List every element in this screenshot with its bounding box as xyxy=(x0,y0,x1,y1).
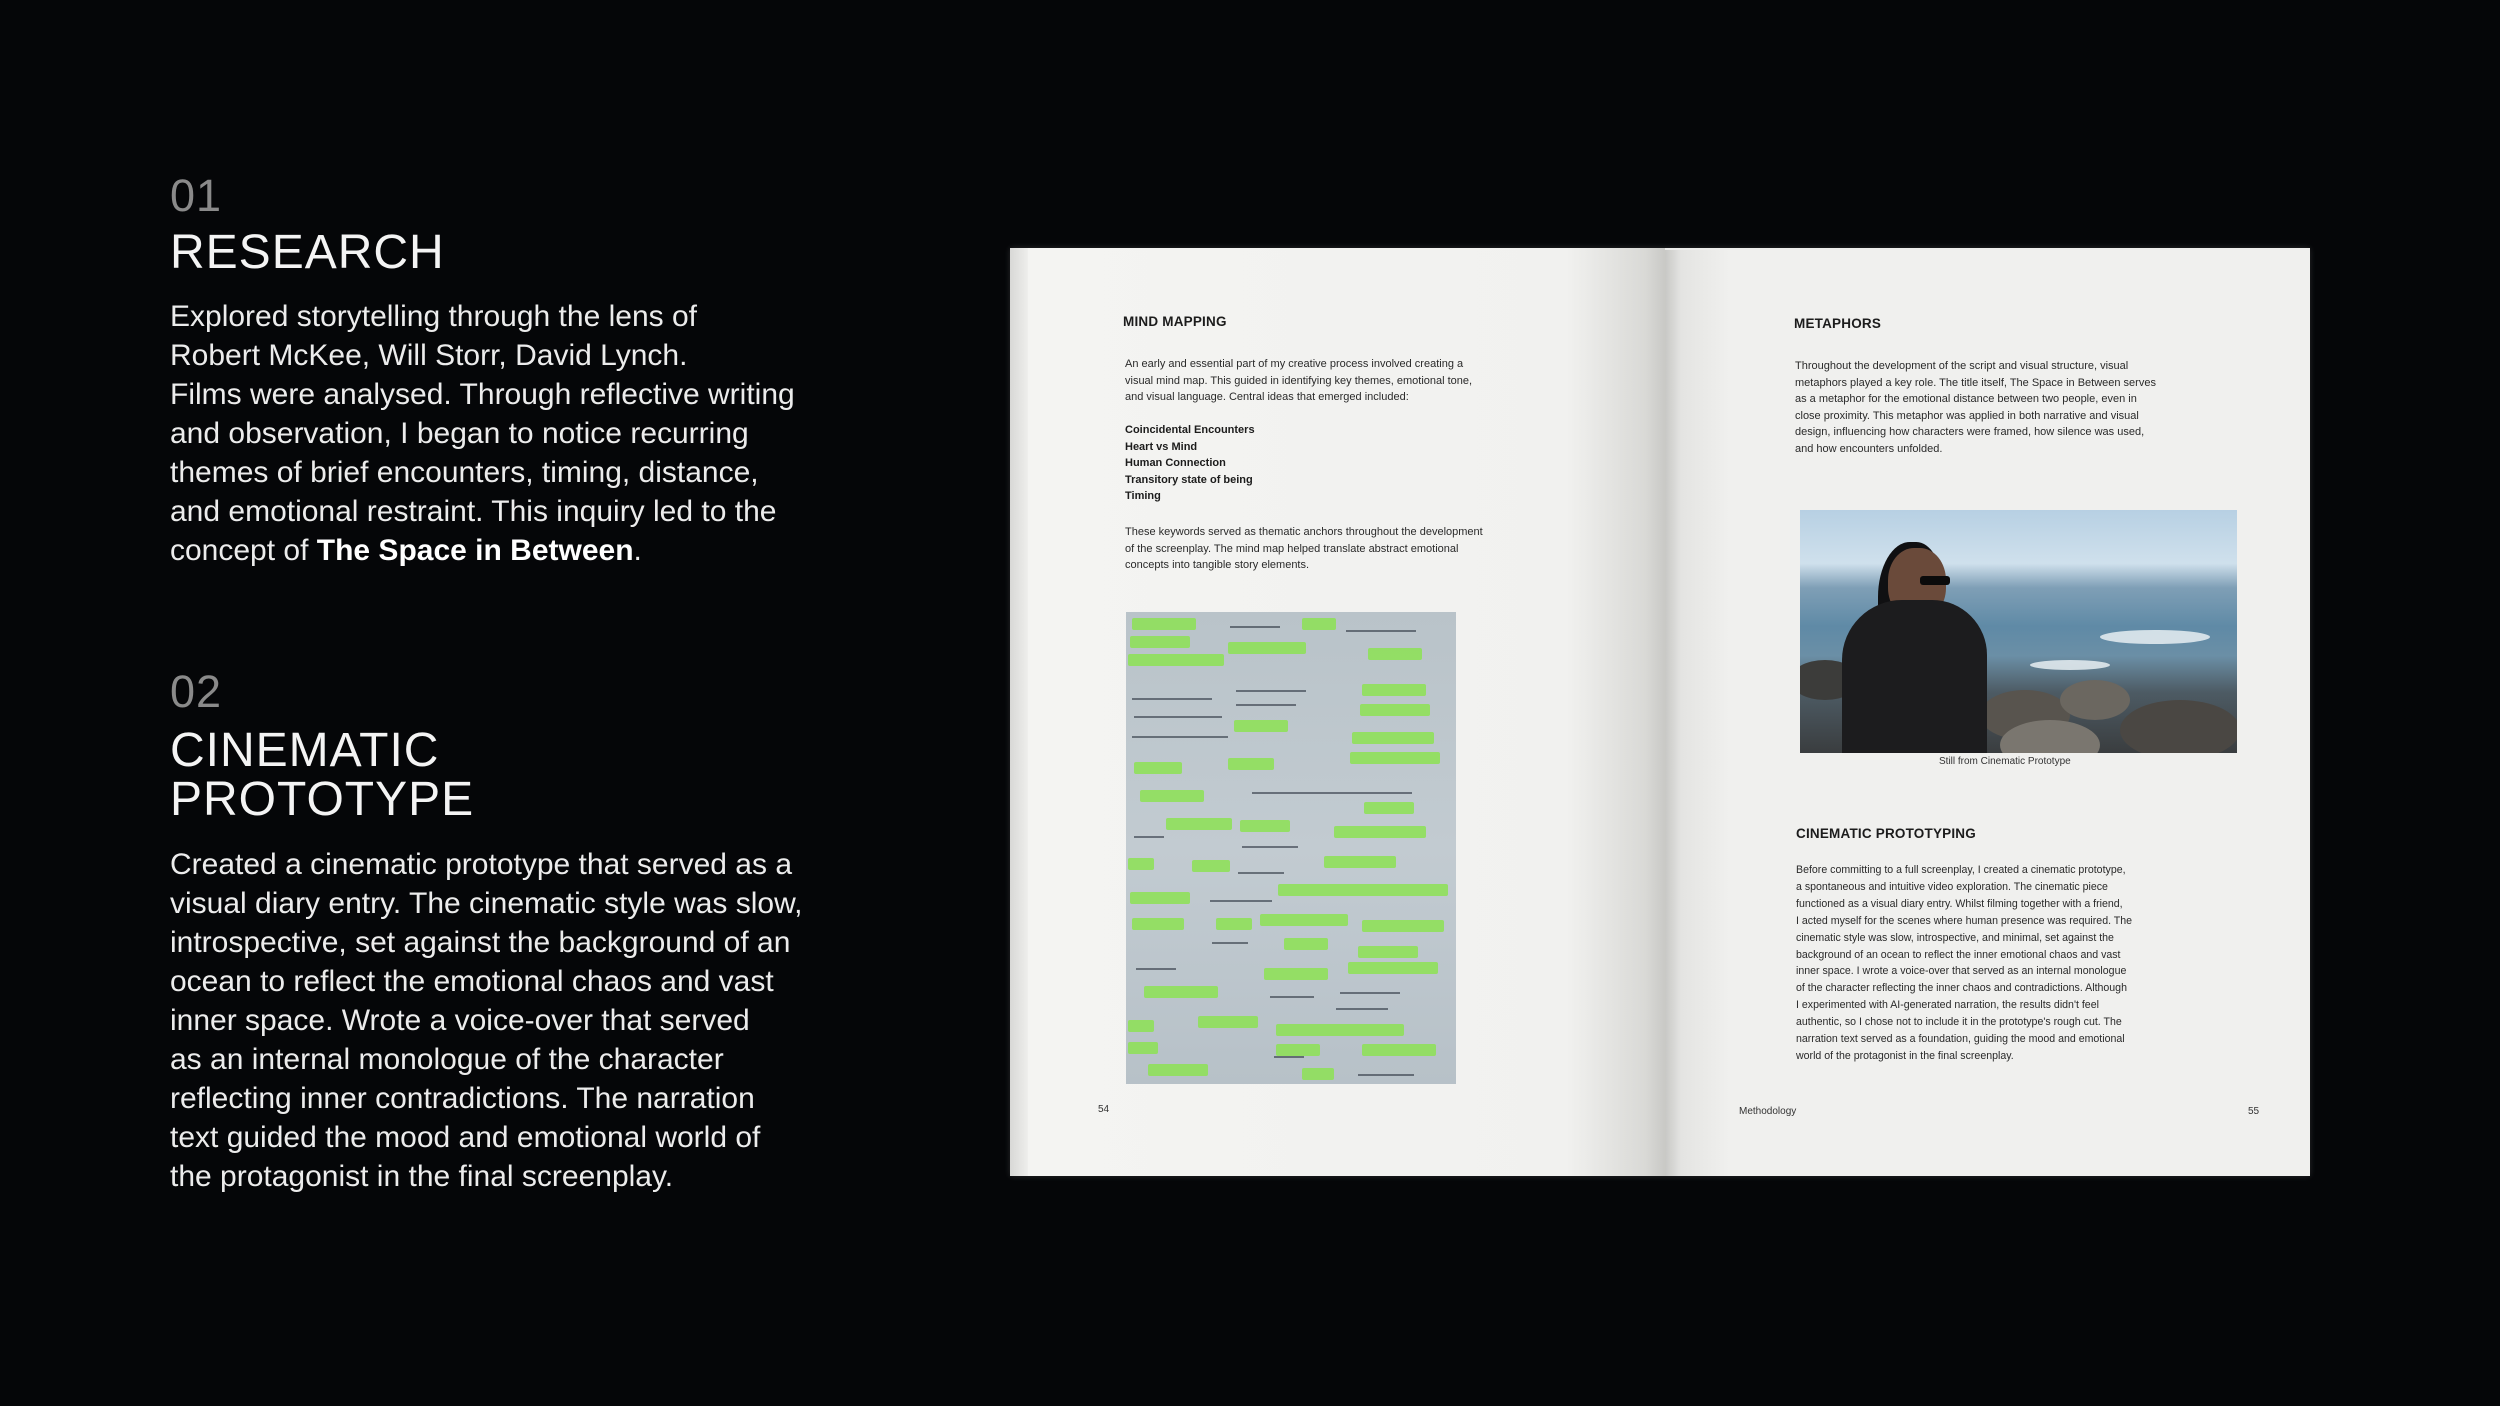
section-number-research: 01 xyxy=(170,170,223,221)
highlight-note xyxy=(1334,826,1426,838)
running-footer: Methodology xyxy=(1739,1106,1797,1117)
highlight-note xyxy=(1362,920,1444,932)
ink-stroke xyxy=(1230,626,1280,628)
mind-map-image xyxy=(1126,612,1456,1084)
body-line: inner space. I wrote a voice-over that served as an internal monologue xyxy=(1796,965,2127,978)
section-number-prototype: 02 xyxy=(170,666,223,717)
section-title-line: CINEMATIC xyxy=(170,724,440,777)
prototype-line: text guided the mood and emotional world of xyxy=(170,1121,761,1154)
highlight-note xyxy=(1284,938,1328,950)
ink-stroke xyxy=(1238,872,1284,874)
mind-mapping-outro xyxy=(1125,524,1483,574)
ink-stroke xyxy=(1252,792,1412,794)
section-title-line: PROTOTYPE xyxy=(170,773,475,826)
keyword-item: Timing xyxy=(1125,490,1161,502)
cinematic-prototyping-title: CINEMATIC PROTOTYPING xyxy=(1796,826,1976,841)
ink-stroke xyxy=(1136,968,1176,970)
highlight-note xyxy=(1234,720,1288,732)
body-line: background of an ocean to reflect the inner emotional chaos and vast xyxy=(1796,948,2121,961)
highlight-note xyxy=(1260,914,1348,926)
photo-caption: Still from Cinematic Prototype xyxy=(1939,756,2071,767)
highlight-note xyxy=(1128,1020,1154,1032)
highlight-note xyxy=(1350,752,1440,764)
ink-stroke xyxy=(1134,836,1164,838)
ink-stroke xyxy=(1132,698,1212,700)
body-line: close proximity. This metaphor was applied in both narrative and visual xyxy=(1795,409,2139,422)
research-line: Explored storytelling through the lens of xyxy=(170,300,697,333)
body-line: metaphors played a key role. The title itself, The Space in Between serves xyxy=(1795,376,2156,389)
keyword-list xyxy=(1125,422,1255,505)
metaphors-paragraph xyxy=(1795,358,2156,457)
highlight-note xyxy=(1302,618,1336,630)
cinematic-prototyping-paragraph xyxy=(1796,862,2132,1065)
ink-stroke xyxy=(1212,942,1248,944)
body-line: An early and essential part of my creative process involved creating a xyxy=(1125,358,1464,370)
highlight-note xyxy=(1130,636,1190,648)
highlight-note xyxy=(1278,884,1448,896)
highlight-note xyxy=(1128,1042,1158,1054)
body-line: world of the protagonist in the final screenplay. xyxy=(1796,1049,2014,1062)
ink-stroke xyxy=(1210,900,1272,902)
highlight-note xyxy=(1134,762,1182,774)
keyword-item: Coincidental Encounters xyxy=(1125,424,1255,436)
body-line: of the character reflecting the inner chaos and contradictions. Although xyxy=(1796,982,2127,995)
ink-stroke xyxy=(1134,716,1222,718)
metaphors-title: METAPHORS xyxy=(1794,316,1882,331)
ink-stroke xyxy=(1274,1056,1304,1058)
body-line: These keywords served as thematic anchors throughout the development xyxy=(1125,526,1483,538)
highlight-note xyxy=(1362,1044,1436,1056)
highlight-note xyxy=(1276,1044,1320,1056)
prototype-paragraph xyxy=(170,845,870,1196)
wave-foam xyxy=(2100,630,2210,644)
highlight-note xyxy=(1216,918,1252,930)
highlight-note xyxy=(1352,732,1434,744)
highlight-note xyxy=(1360,704,1430,716)
research-line: and emotional restraint. This inquiry led to the xyxy=(170,495,777,528)
highlight-note xyxy=(1228,758,1274,770)
highlight-note xyxy=(1130,892,1190,904)
prototype-line: Created a cinematic prototype that served as a xyxy=(170,848,793,881)
highlight-note xyxy=(1264,968,1328,980)
keyword-item: Heart vs Mind xyxy=(1125,440,1198,453)
mind-mapping-intro xyxy=(1125,356,1472,406)
research-paragraph xyxy=(170,297,870,570)
body-line: Throughout the development of the script and visual structure, visual xyxy=(1795,360,2129,372)
highlight-note xyxy=(1132,918,1184,930)
highlight-note xyxy=(1228,642,1306,654)
highlight-note xyxy=(1140,790,1204,802)
highlight-note xyxy=(1368,648,1422,660)
body-line: and visual language. Central ideas that emerged included: xyxy=(1125,391,1409,403)
body-line: and how encounters unfolded. xyxy=(1795,442,1943,455)
research-line-prefix: concept of xyxy=(170,534,317,567)
rock xyxy=(2060,680,2130,720)
ink-stroke xyxy=(1336,1008,1388,1010)
page-number-right: 55 xyxy=(2248,1106,2260,1117)
highlight-note xyxy=(1144,986,1218,998)
mind-mapping-title: MIND MAPPING xyxy=(1123,314,1227,329)
book-page-left xyxy=(1010,248,1665,1176)
wave-foam xyxy=(2030,660,2110,670)
highlight-note xyxy=(1276,1024,1404,1036)
body-line: I acted myself for the scenes where human presence was required. The xyxy=(1796,914,2133,927)
highlight-note xyxy=(1128,858,1154,870)
body-line: I experimented with AI-generated narration, the results didn't feel xyxy=(1796,999,2099,1012)
prototype-line: visual diary entry. The cinematic style was slow, xyxy=(170,887,803,920)
highlight-note xyxy=(1358,946,1418,958)
page-number-left: 54 xyxy=(1098,1104,1110,1115)
open-book-mockup xyxy=(1010,248,2310,1176)
ink-stroke xyxy=(1236,704,1296,706)
keyword-item: Human Connection xyxy=(1125,457,1226,469)
prototype-line: inner space. Wrote a voice-over that served xyxy=(170,1004,750,1037)
cinematic-still-photo xyxy=(1800,510,2237,753)
ink-stroke xyxy=(1242,846,1298,848)
research-line: themes of brief encounters, timing, distance, xyxy=(170,456,759,489)
highlight-note xyxy=(1128,654,1224,666)
research-line-suffix: . xyxy=(633,534,642,567)
body-line: narration text served as a foundation, guiding the mood and emotional xyxy=(1796,1033,2125,1046)
ink-stroke xyxy=(1270,996,1314,998)
highlight-note xyxy=(1148,1064,1208,1076)
ink-stroke xyxy=(1340,992,1400,994)
research-line-last xyxy=(170,531,870,570)
body-line: concepts into tangible story elements. xyxy=(1125,559,1310,571)
highlight-note xyxy=(1132,618,1196,630)
ink-stroke xyxy=(1358,1074,1414,1076)
prototype-line: ocean to reflect the emotional chaos and vast xyxy=(170,965,774,998)
prototype-line: introspective, set against the background of an xyxy=(170,926,791,959)
highlight-note xyxy=(1240,820,1290,832)
highlight-note xyxy=(1166,818,1232,830)
section-title-prototype xyxy=(170,726,474,824)
body-line: design, influencing how characters were framed, how silence was used, xyxy=(1795,426,2145,438)
body-line: cinematic style was slow, introspective, and minimal, set against the xyxy=(1796,931,2114,944)
research-line: and observation, I began to notice recurring xyxy=(170,417,749,450)
body-line: authentic, so I chose not to include it in the prototype's rough cut. The xyxy=(1796,1016,2122,1029)
highlight-note xyxy=(1364,802,1414,814)
highlight-note xyxy=(1348,962,1438,974)
research-line: Robert McKee, Will Storr, David Lynch. xyxy=(170,339,688,372)
sunglasses xyxy=(1920,576,1950,585)
concept-name: The Space in Between xyxy=(316,534,634,567)
body-line: Before committing to a full screenplay, I created a cinematic prototype, xyxy=(1796,864,2126,876)
highlight-note xyxy=(1192,860,1230,872)
ink-stroke xyxy=(1346,630,1416,632)
highlight-note xyxy=(1198,1016,1258,1028)
body-line: of the screenplay. The mind map helped translate abstract emotional xyxy=(1125,542,1459,555)
person-jacket xyxy=(1842,600,1987,753)
research-line: Films were analysed. Through reflective writing xyxy=(170,378,795,411)
prototype-line: as an internal monologue of the character xyxy=(170,1043,724,1076)
ink-stroke xyxy=(1236,690,1306,692)
body-line: functioned as a visual diary entry. Whilst filming together with a friend, xyxy=(1796,897,2123,910)
prototype-line: the protagonist in the final screenplay. xyxy=(170,1160,674,1193)
body-line: as a metaphor for the emotional distance between two people, even in xyxy=(1795,393,2137,405)
section-title-research: RESEARCH xyxy=(170,226,445,279)
body-line: a spontaneous and intuitive video exploration. The cinematic piece xyxy=(1796,880,2108,893)
prototype-line: reflecting inner contradictions. The narration xyxy=(170,1082,755,1115)
ink-stroke xyxy=(1132,736,1228,738)
rock xyxy=(2120,700,2237,753)
body-line: visual mind map. This guided in identifying key themes, emotional tone, xyxy=(1125,374,1473,387)
highlight-note xyxy=(1302,1068,1334,1080)
book-page-right xyxy=(1665,250,2310,1176)
highlight-note xyxy=(1362,684,1426,696)
keyword-item: Transitory state of being xyxy=(1125,473,1253,486)
highlight-note xyxy=(1324,856,1396,868)
